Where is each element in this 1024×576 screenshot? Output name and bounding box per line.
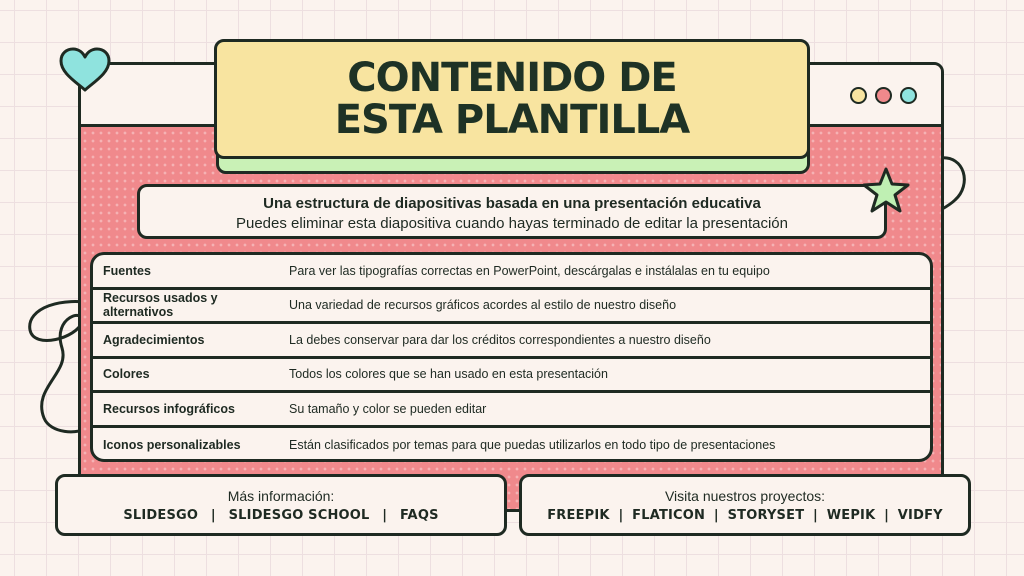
separator: | — [210, 508, 216, 523]
separator: | — [813, 508, 818, 523]
row-value: Todos los colores que se han usado en esta presentación — [289, 367, 608, 382]
separator: | — [884, 508, 890, 523]
row-key: Fuentes — [103, 263, 151, 278]
row-value: La debes conservar para dar los créditos correspondientes a nuestro diseño — [289, 332, 711, 347]
link-vidfy[interactable]: VIDFY — [897, 508, 943, 523]
separator: | — [713, 508, 719, 523]
window-dot-teal — [900, 87, 917, 104]
table-row — [93, 359, 930, 394]
row-value: Una variedad de recursos gráficos acordes al estilo de nuestro diseño — [289, 298, 677, 313]
star-icon — [860, 166, 912, 216]
title-card — [214, 39, 810, 159]
table-row — [93, 428, 930, 463]
content-table — [90, 252, 933, 462]
link-wepik[interactable]: WEPIK — [826, 508, 876, 523]
row-key: Recursos usados y alternativos — [103, 291, 218, 320]
link-storyset[interactable]: STORYSET — [727, 508, 805, 523]
row-value: Para ver las tipografías correctas en PowerPoint, descárgalas e instálalas en tu equipo — [289, 263, 770, 278]
table-row — [93, 290, 930, 325]
row-value: Su tamaño y color se pueden editar — [289, 401, 487, 416]
subtitle-bold: Una estructura de diapositivas basada en una presentación educativa — [263, 195, 761, 212]
heart-icon — [58, 46, 112, 94]
footer-projects-label: Visita nuestros proyectos: — [664, 488, 826, 504]
subtitle-box — [137, 184, 887, 239]
separator: | — [618, 508, 624, 523]
separator: | — [382, 508, 388, 523]
link-slidesgo-school[interactable]: SLIDESGO SCHOOL — [228, 508, 370, 523]
table-row — [93, 324, 930, 359]
link-flaticon[interactable]: FLATICON — [632, 508, 706, 523]
row-key: Iconos personalizables — [103, 437, 241, 452]
table-row — [93, 393, 930, 428]
footer-projects-links — [522, 505, 968, 527]
row-value: Están clasificados por temas para que puedas utilizarlos en todo tipo de presentaciones — [289, 437, 776, 452]
link-slidesgo[interactable]: SLIDESGO — [123, 508, 199, 523]
window-dot-pink — [875, 87, 892, 104]
link-freepik[interactable]: FREEPIK — [547, 508, 610, 523]
row-key: Agradecimientos — [103, 332, 205, 347]
page-title-line-1: CONTENIDO DE — [347, 55, 677, 101]
link-faqs[interactable]: FAQS — [399, 508, 439, 523]
row-key: Colores — [103, 367, 150, 382]
footer-more-info — [55, 474, 507, 536]
window-dot-yellow — [850, 87, 867, 104]
page-title-line-2: ESTA PLANTILLA — [334, 97, 690, 143]
table-row — [93, 255, 930, 290]
row-key: Recursos infográficos — [103, 401, 235, 416]
footer-projects — [519, 474, 971, 536]
subtitle-normal: Puedes eliminar esta diapositiva cuando hayas terminado de editar la presentación — [235, 215, 788, 232]
footer-more-info-links — [58, 505, 504, 527]
footer-more-info-label: Más información: — [227, 488, 335, 504]
